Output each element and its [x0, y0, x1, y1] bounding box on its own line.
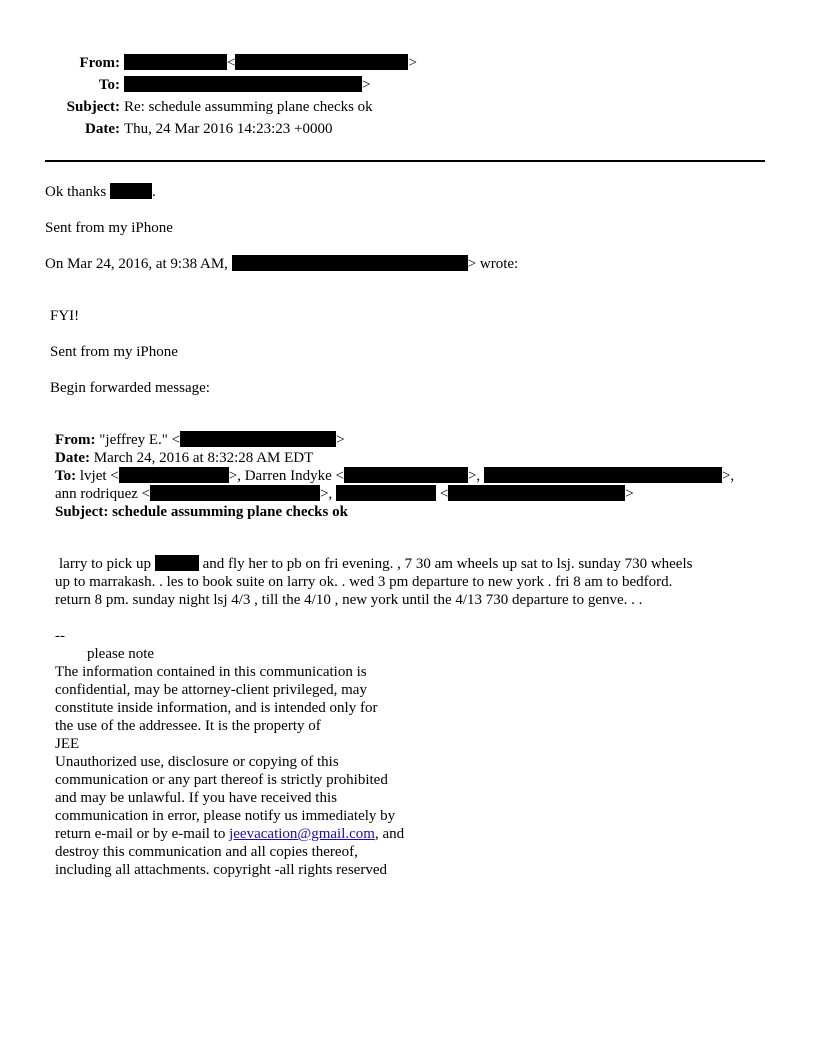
- redaction-box: [124, 76, 362, 92]
- redaction-box: [110, 183, 152, 199]
- redaction-box: [344, 467, 468, 483]
- forwarded-date-label: Date:: [55, 450, 90, 466]
- body-line-1: [59, 555, 692, 573]
- signature-disclaimer: [55, 663, 404, 879]
- body-line-2: up to marrakash. . les to book suite on larry ok. . wed 3 pm departure to new york . fri 8 am to bedford.: [55, 574, 673, 590]
- disclaimer-return-suffix: , and: [374, 826, 405, 842]
- redaction-box: [180, 431, 336, 447]
- body-line-1-a: larry to pick up: [59, 556, 152, 572]
- forwarded-to-row: [55, 467, 734, 485]
- header-from-value: [124, 54, 417, 72]
- disclaimer-line: communication in error, please notify us immediately by: [55, 808, 396, 824]
- forwarded-to-ann-end: >,: [320, 486, 333, 502]
- redaction-box: [119, 467, 229, 483]
- header-date-row: [0, 120, 333, 138]
- forwarded-to-ann: ann rodriquez <: [55, 486, 151, 502]
- disclaimer-line: destroy this communication and all copies thereof,: [55, 844, 358, 860]
- angle-close: >: [362, 77, 371, 93]
- disclaimer-line: confidential, may be attorney-client privileged, may: [55, 682, 367, 698]
- forwarded-subject-row: [55, 503, 348, 521]
- email-link[interactable]: jeevacation@gmail.com: [229, 826, 375, 842]
- angle-close: >: [408, 55, 417, 71]
- header-subject-label: Subject:: [66, 99, 120, 115]
- quoted-fyi: FYI!: [50, 308, 80, 324]
- header-subject-value: Re: schedule assumming plane checks ok: [124, 99, 373, 115]
- header-to-row: [0, 76, 371, 94]
- quoted-sent-from: Sent from my iPhone: [50, 344, 178, 360]
- header-date-value: Thu, 24 Mar 2016 14:23:23 +0000: [124, 121, 333, 137]
- forwarded-from-row: [55, 431, 345, 449]
- forwarded-to-label: To:: [55, 468, 77, 484]
- reply-wrote: > wrote:: [467, 256, 519, 272]
- redaction-box: [150, 485, 320, 501]
- header-from-row: [0, 54, 417, 72]
- disclaimer-line: communication or any part thereof is strictly prohibited: [55, 772, 388, 788]
- signature-dashes: --: [55, 628, 65, 644]
- redaction-box: [235, 54, 408, 70]
- forwarded-subject-value: schedule assumming plane checks ok: [112, 504, 348, 520]
- reply-on-wrote: [45, 255, 518, 273]
- redaction-box: [336, 485, 436, 501]
- reply-ok-thanks: [45, 183, 156, 201]
- signature-please-note: please note: [87, 646, 155, 662]
- disclaimer-line: including all attachments. copyright -all rights reserved: [55, 862, 387, 878]
- body-line-1-b: and fly her to pb on fri evening. , 7 30 am wheels up sat to lsj. sunday 730 wheels: [202, 556, 693, 572]
- reply-ok-text: Ok thanks: [45, 184, 107, 200]
- forwarded-from-value: "jeffrey E." <: [99, 432, 181, 448]
- header-from-label: From:: [79, 55, 120, 71]
- angle-close: >: [336, 432, 345, 448]
- reply-period: .: [152, 184, 156, 200]
- disclaimer-line: The information contained in this communication is: [55, 664, 367, 680]
- disclaimer-line: Unauthorized use, disclosure or copying of this: [55, 754, 339, 770]
- angle-close: >: [625, 486, 634, 502]
- forwarded-from-label: From:: [55, 432, 96, 448]
- header-date-label: Date:: [85, 121, 120, 137]
- disclaimer-line: JEE: [55, 736, 80, 752]
- header-subject-row: [0, 98, 373, 116]
- forwarded-to-sep: >,: [467, 468, 481, 484]
- disclaimer-line: and may be unlawful. If you have received this: [55, 790, 337, 806]
- header-divider: [45, 160, 765, 162]
- forwarded-date-row: [55, 449, 313, 467]
- disclaimer-return-prefix: return e-mail or by e-mail to: [55, 826, 230, 842]
- angle-open: <: [439, 486, 449, 502]
- redaction-box: [484, 467, 722, 483]
- disclaimer-line: constitute inside information, and is intended only for: [55, 700, 378, 716]
- forwarded-to-darren: >, Darren Indyke <: [228, 468, 344, 484]
- forwarded-to-lvjet: lvjet <: [79, 468, 119, 484]
- forwarded-to-row-2: [55, 485, 634, 503]
- redaction-box: [124, 54, 227, 70]
- forwarded-date-value: March 24, 2016 at 8:32:28 AM EDT: [93, 450, 314, 466]
- forwarded-subject-label: Subject:: [55, 504, 109, 520]
- redaction-box: [232, 255, 468, 271]
- body-line-3: return 8 pm. sunday night lsj 4/3 , till the 4/10 , new york until the 4/13 730 departure to genve. . .: [55, 592, 643, 608]
- header-to-label: To:: [98, 77, 120, 93]
- disclaimer-line: the use of the addressee. It is the property of: [55, 718, 321, 734]
- header-to-value: [124, 76, 370, 94]
- forwarded-to-end: >,: [721, 468, 735, 484]
- redaction-box: [155, 555, 199, 571]
- disclaimer-email-line: [55, 825, 404, 843]
- angle-open: <: [227, 55, 236, 71]
- quoted-begin-forwarded: Begin forwarded message:: [50, 380, 210, 396]
- reply-sent-from: Sent from my iPhone: [45, 220, 173, 236]
- redaction-box: [448, 485, 625, 501]
- reply-on-prefix: On Mar 24, 2016, at 9:38 AM,: [45, 256, 228, 272]
